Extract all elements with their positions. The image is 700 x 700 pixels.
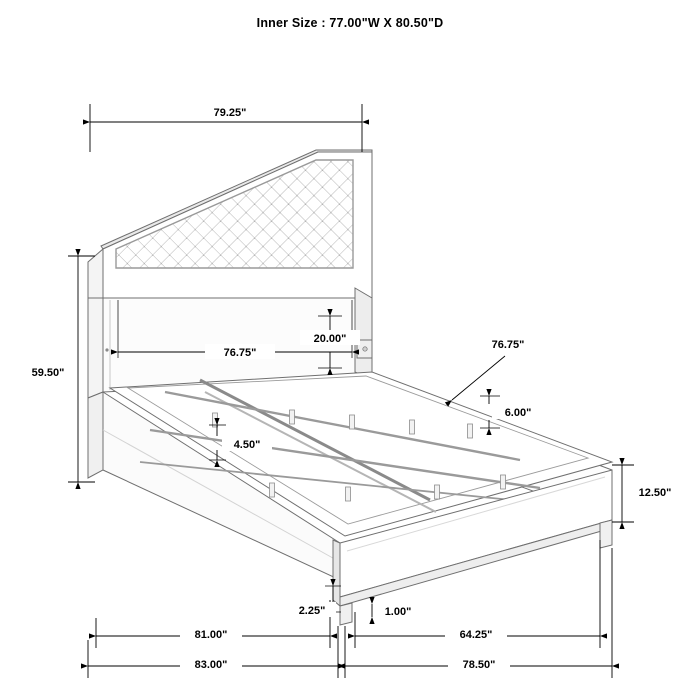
dim-headboard-height: 59.50": [31, 367, 65, 379]
dim-headboard-panel-height: 20.00": [313, 333, 347, 345]
dim-bottom-left-width: 81.00": [194, 629, 228, 641]
dim-bottom-right-depth: 64.25": [459, 629, 493, 641]
page-title: Inner Size : 77.00"W X 80.50"D: [256, 16, 444, 30]
dim-rail-thickness: 6.00": [504, 407, 532, 419]
dim-slat-height: 4.50": [233, 439, 261, 451]
dim-headboard-panel-width: 76.75": [223, 347, 257, 359]
dim-footboard-offset: 2.25": [298, 605, 326, 617]
dim-top-width: 79.25": [213, 107, 247, 119]
dim-bottom-overall-depth: 78.50": [462, 659, 496, 671]
dim-footboard-height: 12.50": [638, 487, 672, 499]
dim-bottom-overall-width: 83.00": [194, 659, 228, 671]
dim-rail-length: 76.75": [491, 339, 525, 351]
dim-foot-clearance: 1.00": [384, 606, 412, 618]
